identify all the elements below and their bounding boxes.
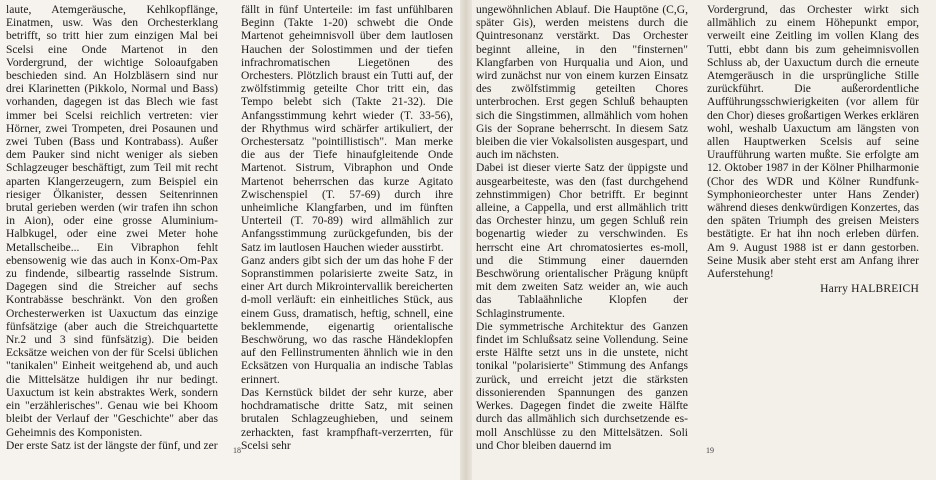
paragraph: ungewöhnlichen Ablauf. Die Hauptöne (C,G, später Gis), werden meistens durch die Quintresonanz verstärkt. Das Orchester beginnt alleine, in den "finsternen" Klangfarben von Hurqualia und Aion, und wird zunächst nur von einem kurzen Einsatz des zwölfstimmig geteilten Chores unterbrochen. Erst gegen Schluß behaupten sich die Singstimmen, allmählich vom hohen Gis der Soprane beherrscht. In diesem Satz bleiben die vier Vokalsolisten ausgespart, und auch im nächsten. xyxy=(476,4,688,162)
paragraph: fällt in fünf Unterteile: im fast unfühlbaren Beginn (Takte 1-20) schwebt die Onde Martenot geheimnisvoll über dem lautlosen Hauchen der Solostimmen und der tiefen infrachromatischen Liegetönen des Orchesters. Plötzlich braust ein Tutti auf, der zwölfstimmig geteilte Chor tritt ein, das Tempo belebt sich (Takte 21-32). Die Anfangsstimmung kehrt wieder (T. 33-56), der Rhythmus wird schärfer artikuliert, der Orchestersatz "pointillistisch". Man merke die aus der Tiefe hinaufgleitende Onde Martenot. Sistrum, Vibraphon und Onde Martenot beherrschen das kurze Agitato Zwischenspiel (T. 57-69) durch ihre unheimliche Klangfarben, und im fünften Unterteil (T. 70-89) wird allmählich zur Anfangsstimmung zurückgefunden, bis der Satz im lautlosen Hauchen wieder ausstirbt. xyxy=(241,4,453,254)
text-column-2 xyxy=(241,4,453,453)
book-gutter xyxy=(460,0,472,480)
right-page xyxy=(466,0,936,480)
paragraph: Ganz anders gibt sich der um das hohe F der Sopranstimmen polarisierte zweite Satz, in einer Art durch Mikrointervallik bereicherten d-moll verläuft: ein einheitliches Stück, aus einem Guss, dramatisch, heftig, schnell, eine beklemmende, eigenartig orientalische Beschwörung, wo das rasche Händeklopfen auf den Fellinstrumenten ähnlich wie in den Ecksätzen von Hurqualia an indische Tablas erinnert. xyxy=(241,254,453,386)
page-number: 19 xyxy=(706,446,714,455)
text-column-3 xyxy=(476,4,688,453)
text-column-1 xyxy=(6,4,218,453)
paragraph: Die symmetrische Architektur des Ganzen findet im Schlußsatz seine Vollendung. Seine erste Hälfte setzt uns in die unstete, nicht tonikal "polarisierte" Stimmung des Anfangs zurück, und erreicht jetzt die stärksten dissonierenden Spannungen des ganzen Werkes. Dagegen findet die zweite Hälfte durch das allmählich sich durchsetzende es-moll Anschlüsse zu den Mittelsätzen. Soli und Chor bleiben dauernd im xyxy=(476,320,688,452)
paragraph: laute, Atemgeräusche, Kehlkopflänge, Einatmen, usw. Was den Orchesterklang betrifft, so tritt hier zum einzigen Mal bei Scelsi eine Onde Martenot in den Vordergrund, der wichtige Soloaufgaben beschieden sind. An Holzbläsern sind nur drei Klarinetten (Pikkolo, Normal und Bass) vorhanden, dagegen ist das Blech wie fast immer bei Scelsi reichlich vertreten: vier Hörner, zwei Trompeten, drei Posaunen und zwei Tuben (Bass und Kontrabass). Außer dem Pauker sind nicht weniger als sieben Schlagzeuger beschäftigt, zum Teil mit recht aparten Klangerzeugern, zum Beispiel ein riesiger Ölkanister, dessen Seitenrinnen brutal gerieben werden (wir trafen ihn schon in Aion), oder eine grosse Aluminium-Halbkugel, oder eine zwei Meter hohe Metallscheibe... Ein Vibraphon fehlt ebensowenig wie das auch in Konx-Om-Pax zu findende, silbeartig rasselnde Sistrum. Dagegen sind die Streicher auf sechs Kontrabässe beschränkt. Von den großen Orchesterwerken ist Uaxuctum das einzige fünfsätzige (aber auch die Streichquartette Nr.2 und 3 sind fünfsätzig). Die beiden Ecksätze weichen von der für Scelsi üblichen "tanikalen" Einheit weitgehend ab, und auch die Mittelsätze huldigen ihr nur bedingt. Uaxuctum ist kein abstraktes Werk, sondern ein "erzählerisches". Genau wie bei Khoom bleibt der Verlauf der "Geschichte" aber das Geheimnis des Komponisten. xyxy=(6,4,218,439)
page-number: 18 xyxy=(233,446,241,455)
paragraph: Der erste Satz ist der längste der fünf, und zer xyxy=(6,439,218,452)
left-page xyxy=(0,0,466,480)
author-signature: Harry HALBREICH xyxy=(820,283,919,296)
text-column-4 xyxy=(707,4,919,296)
paragraph: Dabei ist dieser vierte Satz der üppigste und ausgearbeiteste, was den (fast durchgehend zehnstimmigen) Chor betrifft. Er beginnt alleine, a Cappella, und erst allmählich tritt das Orchester hinzu, um gegen Schluß rein bogenartig wieder zu verschwinden. Es herrscht eine Art chromatosiertes es-moll, und die Stimmung einer dauernden Beschwörung orientalischer Prägung knüpft mit dem zweiten Satz weider an, wie auch das Tablaähnliche Klopfen der Schlaginstrumente. xyxy=(476,162,688,320)
paragraph: Vordergrund, das Orchester wirkt sich allmählich zu einem Höhepunkt empor, verweilt eine Zeitling im vollen Klang des Tutti, ebbt dann bis zum geheimnisvollen Schluss ab, der Uaxuctum durch die erneute Atemgeräusch in die ursprüngliche Stille zurückführt. Die außerordentliche Aufführungsschwierigkeiten (vor allem für den Chor) dieses großartigen Werkes erklären wohl, weshalb Uaxuctum am längsten von allen Hauptwerken Scelsis auf seine Uraufführung warten mußte. Sie erfolgte am 12. Oktober 1987 in der Kölner Philharmonie (Chor des WDR und Kölner Rundfunk-Symphonieorchester unter Hans Zender) während dieses denkwürdigen Konzertes, das den späten Triumph des greisen Meisters bestätigte. Er hat ihn noch erleben dürfen. Am 9. August 1988 ist er dann gestorben. Seine Musik aber steht erst am Anfang ihrer Auferstehung! xyxy=(707,4,919,281)
paragraph: Das Kernstück bildet der sehr kurze, aber hochdramatische dritte Satz, mit seinen brutalen Schlagzeughieben, und seinem zerhackten, fast krampfhaft-verzerrten, für Scelsi sehr xyxy=(241,386,453,452)
